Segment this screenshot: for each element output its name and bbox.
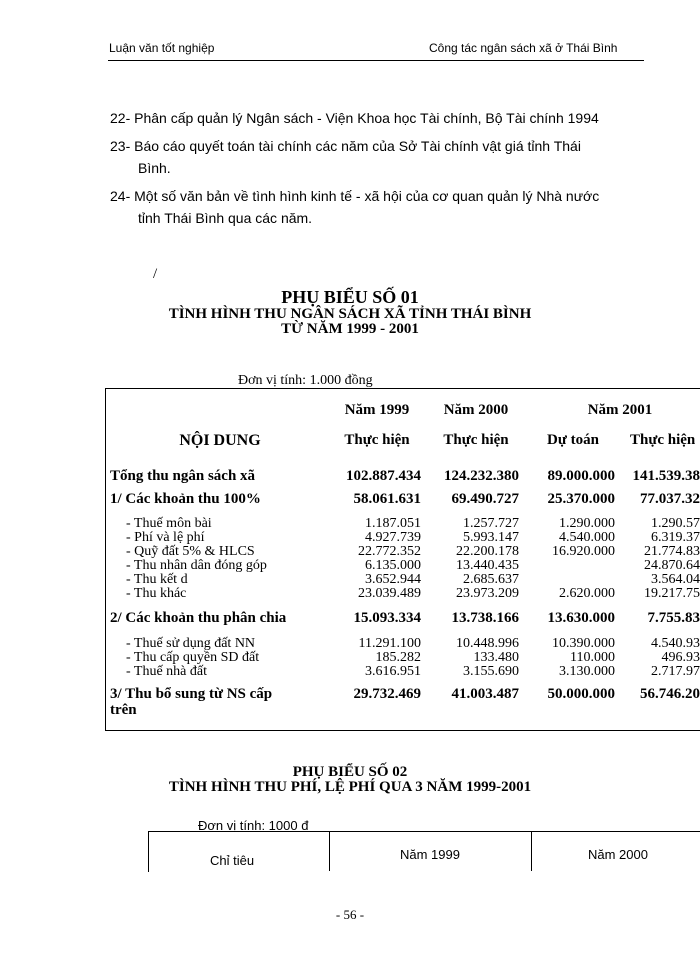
cell-100pct-2001-estimate: 25.370.000 [547, 491, 615, 507]
appendix2-year-2000: Năm 2000 [588, 847, 648, 862]
cell-carryover-1999: 3.652.944 [365, 572, 421, 587]
cell-contributions-2000: 13.440.435 [456, 558, 519, 573]
appendix1-subtitle-years: TỪ NĂM 1999 - 2001 [281, 321, 419, 337]
cell-contributions-2001-actual: 24.870.64 [644, 558, 700, 573]
row-label-fees: - Phí và lệ phí [126, 530, 205, 545]
subheader-2001-estimate: Dự toán [547, 432, 599, 448]
appendix2-indicator-header: Chỉ tiêu [210, 853, 255, 868]
cell-business-tax-2001-estimate: 1.290.000 [559, 516, 615, 531]
cell-housing-tax-2001-actual: 2.717.97 [651, 664, 700, 679]
subheader-2001-actual: Thực hiện [630, 432, 696, 448]
appendix2-subtitle: TÌNH HÌNH THU PHÍ, LỆ PHÍ QUA 3 NĂM 1999-2001 [168, 779, 532, 795]
cell-carryover-2000: 2.685.637 [463, 572, 519, 587]
content-header: NỘI DUNG [179, 432, 261, 449]
row-label-business-tax: - Thuế môn bài [126, 516, 212, 531]
row-label-shared: 2/ Các khoản thu phân chia [110, 610, 287, 626]
appendix2-year-1999: Năm 1999 [400, 847, 460, 862]
cell-contributions-1999: 6.135.000 [365, 558, 421, 573]
cell-shared-2001-estimate: 13.630.000 [547, 610, 615, 626]
subheader-2000-actual: Thực hiện [443, 432, 509, 448]
cell-business-tax-2000: 1.257.727 [463, 516, 519, 531]
cell-total-1999: 102.887.434 [346, 468, 421, 484]
cell-100pct-2001-actual: 77.037.32 [640, 491, 700, 507]
cell-other-1999: 23.039.489 [358, 586, 421, 601]
cell-land-use-rights-2000: 133.480 [473, 650, 519, 665]
row-label-agri-land-tax: - Thuế sử dụng đất NN [126, 636, 256, 651]
cell-fees-2000: 5.993.147 [463, 530, 519, 545]
appendix2-title: PHỤ BIỂU SỐ 02 [292, 764, 408, 780]
row-label-supplement: 3/ Thu bổ sung từ NS cấp [110, 686, 273, 702]
appendix1-title: PHỤ BIỂU SỐ 01 [281, 287, 419, 307]
row-label-land-fund: - Quỹ đất 5% & HLCS [126, 544, 255, 559]
cell-housing-tax-2001-estimate: 3.130.000 [559, 664, 615, 679]
row-label-other: - Thu khác [126, 586, 187, 601]
cell-agri-land-tax-2001-actual: 4.540.93 [651, 636, 700, 651]
cell-agri-land-tax-1999: 11.291.100 [358, 636, 421, 651]
year-1999-header: Năm 1999 [344, 402, 410, 418]
row-label-100pct: 1/ Các khoản thu 100% [110, 491, 261, 507]
cell-fees-2001-actual: 6.319.37 [651, 530, 700, 545]
slash-mark: / [153, 266, 158, 282]
cell-total-2001-estimate: 89.000.000 [547, 468, 615, 484]
row-label-carryover: - Thu kết d [126, 572, 188, 587]
cell-supplement-1999: 29.732.469 [353, 686, 421, 702]
year-2001-header: Năm 2001 [587, 402, 653, 418]
cell-land-fund-2000: 22.200.178 [456, 544, 519, 559]
cell-agri-land-tax-2001-estimate: 10.390.000 [552, 636, 615, 651]
cell-land-fund-2001-estimate: 16.920.000 [552, 544, 615, 559]
cell-business-tax-1999: 1.187.051 [365, 516, 421, 531]
row-label-contributions: - Thu nhân dân đóng góp [126, 558, 267, 573]
reference-22: 22- Phân cấp quản lý Ngân sách - Viện Khoa học Tài chính, Bộ Tài chính 1994 [110, 110, 599, 126]
cell-total-2000: 124.232.380 [444, 468, 519, 484]
appendix2-unit: Đơn vị tính: 1000 đ [198, 818, 309, 833]
row-label-supplement-cont: trên [110, 702, 137, 718]
reference-24: 24- Một số văn bản về tình hình kinh tế - xã hội của cơ quan quản lý Nhà nước [110, 188, 600, 204]
reference-23: 23- Báo cáo quyết toán tài chính các năm của Sở Tài chính vật giá tỉnh Thái [110, 138, 581, 154]
appendix1-unit: Đơn vị tính: 1.000 đồng [238, 373, 373, 388]
cell-agri-land-tax-2000: 10.448.996 [456, 636, 519, 651]
cell-fees-1999: 4.927.739 [365, 530, 421, 545]
cell-land-fund-1999: 22.772.352 [358, 544, 421, 559]
cell-100pct-2000: 69.490.727 [451, 491, 519, 507]
header-right: Công tác ngân sách xã ở Thái Bình [429, 41, 618, 55]
appendix1-subtitle: TÌNH HÌNH THU NGÂN SÁCH XÃ TỈNH THÁI BÌNH [168, 306, 532, 322]
reference-24-cont: tỉnh Thái Bình qua các năm. [138, 210, 313, 226]
cell-supplement-2001-actual: 56.746.20 [640, 686, 700, 702]
cell-fees-2001-estimate: 4.540.000 [559, 530, 615, 545]
cell-land-fund-2001-actual: 21.774.83 [644, 544, 700, 559]
cell-shared-1999: 15.093.334 [353, 610, 421, 626]
cell-housing-tax-2000: 3.155.690 [463, 664, 519, 679]
cell-shared-2000: 13.738.166 [451, 610, 519, 626]
cell-housing-tax-1999: 3.616.951 [365, 664, 421, 679]
subheader-1999-actual: Thực hiện [344, 432, 410, 448]
cell-shared-2001-actual: 7.755.83 [647, 610, 700, 626]
cell-carryover-2001-actual: 3.564.04 [651, 572, 700, 587]
cell-other-2001-actual: 19.217.75 [644, 586, 700, 601]
cell-other-2000: 23.973.209 [456, 586, 519, 601]
row-label-housing-tax: - Thuế nhà đất [126, 664, 207, 679]
reference-23-cont: Bình. [138, 160, 171, 176]
year-2000-header: Năm 2000 [443, 402, 509, 418]
cell-business-tax-2001-actual: 1.290.57 [651, 516, 700, 531]
cell-100pct-1999: 58.061.631 [353, 491, 421, 507]
cell-land-use-rights-1999: 185.282 [375, 650, 421, 665]
row-label-total: Tổng thu ngân sách xã [110, 468, 256, 484]
header-divider [108, 60, 644, 61]
row-label-land-use-rights: - Thu cấp quyền SD đất [126, 650, 260, 665]
cell-total-2001-actual: 141.539.38 [632, 468, 700, 484]
cell-land-use-rights-2001-actual: 496.93 [661, 650, 700, 665]
page-number: - 56 - [335, 907, 365, 922]
cell-supplement-2001-estimate: 50.000.000 [547, 686, 615, 702]
cell-land-use-rights-2001-estimate: 110.000 [570, 650, 615, 665]
header-left: Luận văn tốt nghiệp [109, 41, 215, 55]
cell-supplement-2000: 41.003.487 [451, 686, 519, 702]
cell-other-2001-estimate: 2.620.000 [559, 586, 615, 601]
